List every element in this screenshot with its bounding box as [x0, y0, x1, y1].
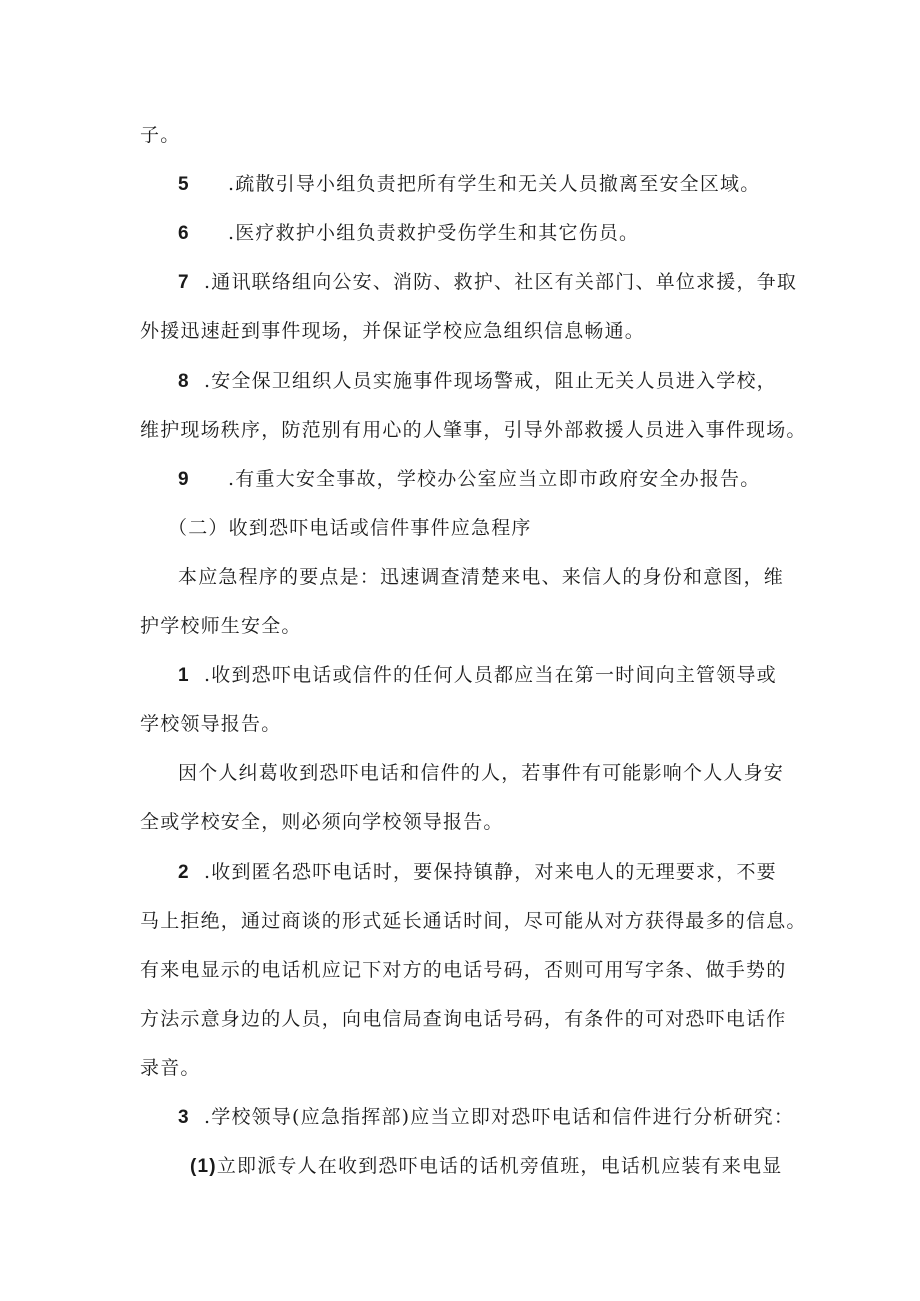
- line-text: 本应急程序的要点是：迅速调查清楚来电、来信人的身份和意图，维: [178, 566, 785, 588]
- text-line: [140, 614, 302, 638]
- item-text: 立即派专人在收到恐吓电话的话机旁值班，电话机应装有来电显: [216, 1155, 783, 1177]
- sub-item-1: [190, 1154, 782, 1179]
- item-text: .安全保卫组织人员实施事件现场警戒，阻止无关人员进入学校，: [204, 370, 777, 392]
- list-item-8: [178, 369, 777, 394]
- section-heading: [168, 516, 532, 540]
- item-number: (1): [190, 1156, 217, 1177]
- list-item-1: [178, 663, 777, 688]
- text-line: [140, 909, 807, 933]
- item-number: 8: [178, 371, 190, 392]
- text-line: [140, 1007, 786, 1031]
- item-number: 1: [178, 665, 190, 686]
- text-line: [178, 565, 784, 589]
- text-line: [178, 761, 784, 785]
- text-line: [140, 810, 504, 834]
- item-number: 5: [178, 174, 190, 195]
- line-text: 方法示意身边的人员，向电信局查询电话号码，有条件的可对恐吓电话作: [140, 1008, 787, 1030]
- list-item-5: [178, 172, 760, 197]
- list-item-2: [178, 860, 777, 885]
- line-text: 因个人纠葛收到恐吓电话和信件的人，若事件有可能影响个人人身安: [178, 762, 785, 784]
- list-item-6: [178, 221, 639, 246]
- list-item-3: [178, 1105, 794, 1130]
- line-text: 护学校师生安全。: [140, 615, 302, 637]
- line-text: 有来电显示的电话机应记下对方的电话号码，否则可用写字条、做手势的: [140, 959, 787, 981]
- item-text: .学校领导(应急指挥部)应当立即对恐吓电话和信件进行分析研究：: [204, 1106, 795, 1128]
- line-text: 外援迅速赶到事件现场，并保证学校应急组织信息畅通。: [140, 320, 646, 342]
- item-text: .医疗救护小组负责救护受伤学生和其它伤员。: [228, 222, 640, 244]
- item-text: .通讯联络组向公安、消防、救护、社区有关部门、单位求援，争取: [204, 271, 798, 293]
- line-text: 学校领导报告。: [140, 713, 282, 735]
- item-number: 6: [178, 223, 190, 244]
- text-line: [140, 712, 281, 736]
- text-line: [140, 958, 786, 982]
- line-text: 马上拒绝，通过商谈的形式延长通话时间，尽可能从对方获得最多的信息。: [140, 910, 807, 932]
- item-number: 3: [178, 1107, 190, 1128]
- item-number: 7: [178, 272, 190, 293]
- list-item-7: [178, 270, 797, 295]
- item-number: 9: [178, 469, 190, 490]
- item-text: .有重大安全事故，学校办公室应当立即市政府安全办报告。: [228, 468, 761, 490]
- item-text: .疏散引导小组负责把所有学生和无关人员撤离至安全区域。: [228, 173, 761, 195]
- line-text: 维护现场秩序，防范别有用心的人肇事，引导外部救援人员进入事件现场。: [140, 419, 807, 441]
- line-text: 子。: [140, 124, 181, 146]
- item-number: 2: [178, 862, 190, 883]
- text-line: [140, 319, 645, 343]
- line-text: 全或学校安全，则必须向学校领导报告。: [140, 811, 504, 833]
- list-item-9: [178, 467, 760, 492]
- text-line: [140, 1056, 201, 1080]
- text-line: [140, 418, 807, 442]
- heading-text: （二）收到恐吓电话或信件事件应急程序: [168, 517, 532, 539]
- line-text: 录音。: [140, 1057, 201, 1079]
- item-text: .收到恐吓电话或信件的任何人员都应当在第一时间向主管领导或: [204, 664, 777, 686]
- item-text: .收到匿名恐吓电话时，要保持镇静，对来电人的无理要求，不要: [204, 861, 777, 883]
- text-line: [140, 123, 180, 147]
